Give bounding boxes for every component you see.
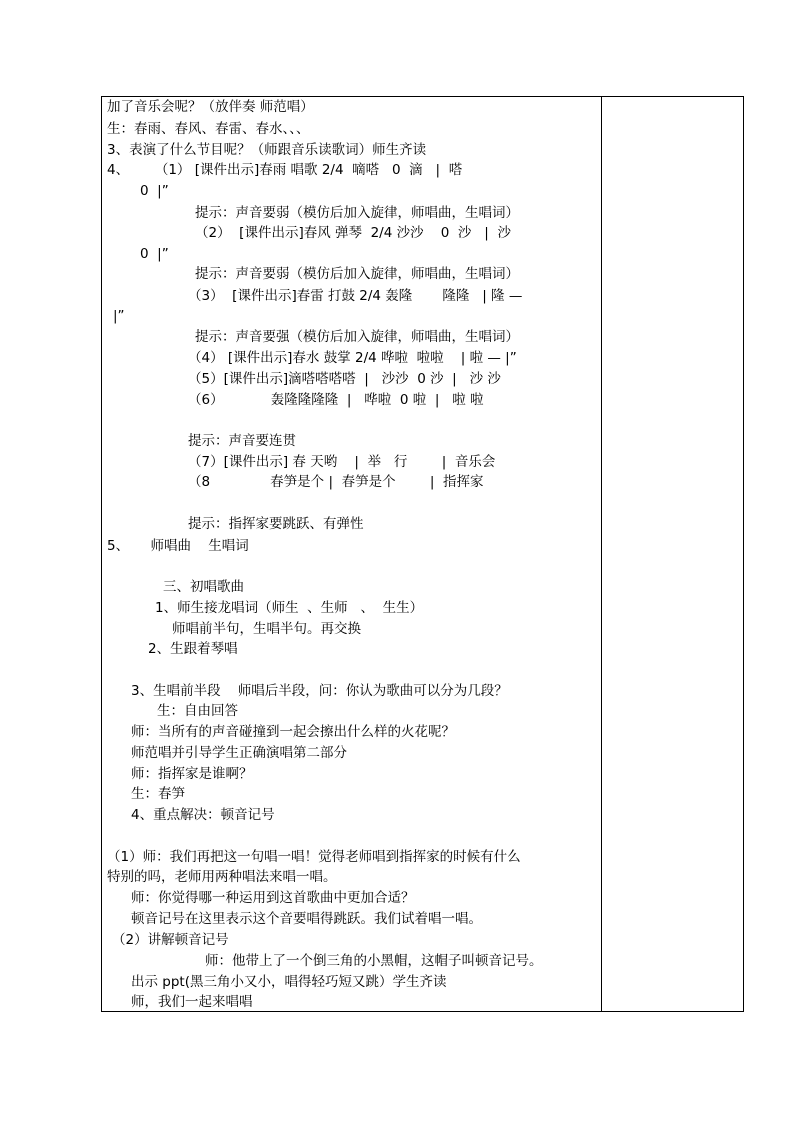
text-line: （6） 轰隆隆隆隆 | 哗啦 0 啦 | 啦 啦 — [188, 392, 484, 408]
text-line: 师：指挥家是谁啊？ — [131, 766, 253, 782]
text-line: 提示：声音要弱（模仿后加入旋律，师唱曲，生唱词） — [195, 266, 519, 282]
text-line: 三、初唱歌曲 — [163, 579, 244, 595]
text-line: 特别的吗，老师用两种唱法来唱一唱。 — [107, 869, 337, 885]
text-line: 提示：声音要连贯 — [188, 433, 296, 449]
text-line: （5）[课件出示]滴嗒嗒嗒嗒 | 沙沙 0 沙 | 沙 沙 — [188, 371, 501, 387]
text-line: 师，我们一起来唱唱 — [131, 994, 253, 1010]
text-line: 4、重点解决：顿音记号 — [131, 807, 275, 823]
text-line: 加了音乐会呢？（放伴奏 师范唱） — [107, 99, 314, 115]
text-line: 生：春笋 — [131, 786, 185, 802]
text-line: |” — [113, 308, 125, 324]
text-line: 生：春雨、春风、春雷、春水、、、 — [107, 121, 310, 137]
text-line: （8 春笋是个 | 春笋是个 | 指挥家 — [188, 474, 484, 490]
text-line: 师唱前半句，生唱半句。再交换 — [172, 621, 361, 637]
text-line: 5、 师唱曲 生唱词 — [107, 538, 249, 554]
column-divider — [601, 96, 602, 1012]
text-line: 出示 ppt(黑三角小又小，唱得轻巧短又跳）学生齐读 — [131, 974, 447, 990]
text-line: （4） [课件出示]春水 鼓掌 2/4 哗啦 啦啦 | 啦 — |” — [188, 350, 517, 366]
text-line: 师：你觉得哪一种运用到这首歌曲中更加合适？ — [131, 890, 415, 906]
text-line: 提示：指挥家要跳跃、有弹性 — [188, 516, 364, 532]
text-line: 0 |” — [140, 246, 169, 262]
text-line: 顿音记号在这里表示这个音要唱得跳跃。我们试着唱一唱。 — [131, 911, 482, 927]
text-line: 4、 （1） [课件出示]春雨 唱歌 2/4 嘀嗒 0 滴 | 嗒 — [107, 162, 463, 178]
text-line: 生：自由回答 — [157, 703, 238, 719]
text-line: 师：当所有的声音碰撞到一起会擦出什么样的火花呢？ — [131, 724, 455, 740]
text-line: （2） [课件出示]春风 弹琴 2/4 沙沙 0 沙 | 沙 — [195, 225, 511, 241]
text-line: （2）讲解顿音记号 — [112, 932, 229, 948]
text-line: 提示：声音要强（模仿后加入旋律，师唱曲，生唱词） — [195, 329, 519, 345]
text-line: （3） [课件出示]春雷 打鼓 2/4 轰隆 隆隆 | 隆 — — [188, 288, 523, 304]
text-line: （1）师：我们再把这一句唱一唱！觉得老师唱到指挥家的时候有什么 — [107, 849, 521, 865]
text-line: 2、生跟着琴唱 — [148, 641, 238, 657]
text-line: 0 |” — [140, 183, 169, 199]
text-line: 3、表演了什么节目呢？（师跟音乐读歌词）师生齐读 — [107, 142, 427, 158]
text-line: 提示：声音要弱（模仿后加入旋律，师唱曲，生唱词） — [195, 205, 519, 221]
text-line: 3、生唱前半段 师唱后半段，问：你认为歌曲可以分为几段？ — [131, 683, 508, 699]
text-line: 师范唱并引导学生正确演唱第二部分 — [131, 745, 347, 761]
text-line: 1、师生接龙唱词（师生 、生师 、 生生） — [155, 600, 424, 616]
text-line: （7）[课件出示] 春 天哟 | 举 行 | 音乐会 — [188, 454, 496, 470]
text-line: 师：他带上了一个倒三角的小黑帽，这帽子叫顿音记号。 — [205, 953, 543, 969]
